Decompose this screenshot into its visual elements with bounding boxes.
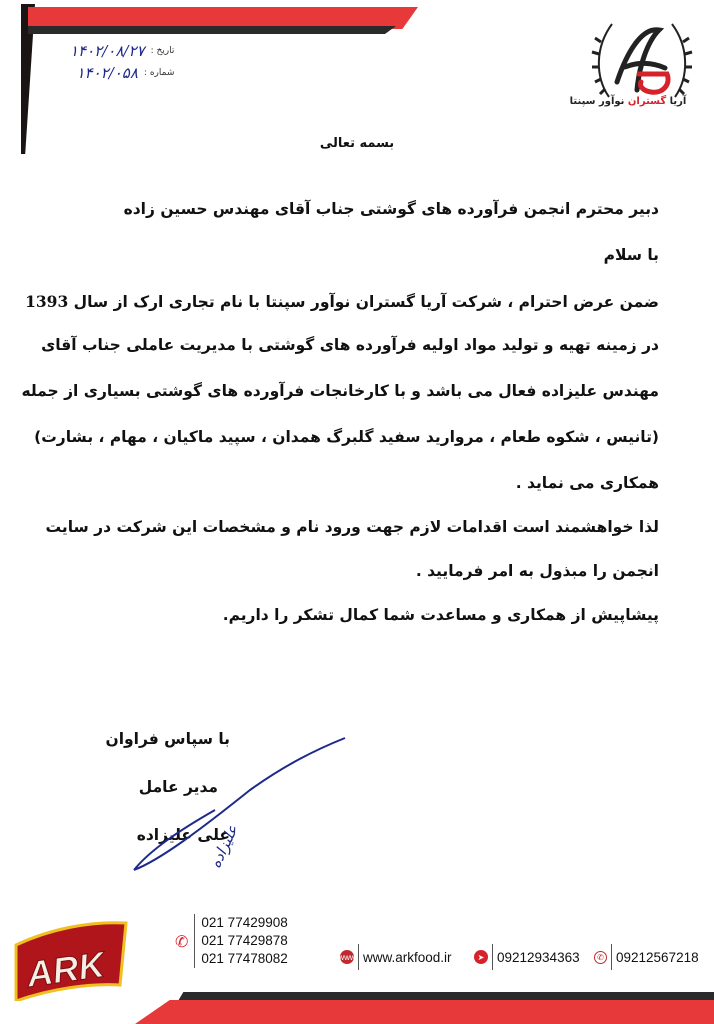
phone-icon: ✆: [175, 931, 189, 951]
whatsapp-icon: ✆: [594, 951, 607, 964]
signer-title: مدیر عامل: [138, 778, 218, 796]
divider: [194, 914, 195, 968]
paragraph-line-2: در زمینه تهیه و تولید مواد اولیه فرآورده های گوشتی با مدیریت عاملی جناب آقای: [41, 336, 659, 354]
ark-brand-logo: [10, 915, 130, 1001]
header-red-band: [28, 7, 418, 29]
telegram-number[interactable]: 09212934363: [497, 949, 580, 965]
website-contact: [340, 944, 452, 970]
closing-line: با سپاس فراوان: [105, 730, 230, 748]
paragraph-line-5: همکاری می نماید .: [515, 474, 659, 492]
paragraph-line-1: [25, 292, 659, 311]
telegram-contact: [474, 944, 580, 970]
divider: [492, 944, 493, 970]
header-dark-band: [28, 26, 396, 34]
phone-list: [201, 914, 287, 968]
company-name: [563, 96, 693, 107]
number-row: [70, 62, 174, 84]
date-label: تاریخ :: [150, 46, 175, 56]
paragraph-line-4: (تانیس ، شکوه طعام ، مروارید سفید گلبرگ همدان ، سپید ماکیان ، مهام ، بشارت): [34, 428, 659, 446]
divider: [358, 944, 359, 970]
handwritten-signature: [120, 720, 350, 880]
telegram-icon: ➤: [474, 950, 488, 964]
letter-g-icon: [639, 74, 668, 92]
whatsapp-contact: [594, 944, 699, 970]
company-name-part1: آریا: [666, 96, 687, 107]
phone-number-3[interactable]: 021 77478082: [201, 951, 288, 966]
phone-number-2[interactable]: 021 77429878: [201, 933, 288, 948]
footer-red-band: [135, 1000, 714, 1024]
footer-dark-band: [178, 992, 714, 1001]
greeting-line: با سلام: [603, 246, 659, 264]
paragraph-line-1-text: ضمن عرض احترام ، شرکت آریا گستران نوآور سپنتا با نام تجاری ارک از سال: [73, 293, 659, 311]
recipient-line: دبیر محترم انجمن فرآورده های گوشتی جناب آقای مهندس حسین زاده: [123, 200, 659, 218]
signature-stroke: [134, 738, 345, 870]
date-value: ۱۴۰۲/۰۸/۲۷: [70, 42, 145, 60]
letter-meta: [70, 40, 174, 84]
ark-brand-text: ARK: [24, 943, 108, 995]
whatsapp-number[interactable]: 09212567218: [616, 949, 699, 965]
since-year: 1393: [25, 292, 69, 311]
signer-name: علی علیزاده: [136, 826, 230, 844]
thanks-line: پیشاپیش از همکاری و مساعدت شما کمال تشکر را داریم.: [222, 606, 659, 624]
signature-text: علیزاده: [206, 822, 242, 871]
company-name-part2: نوآور سپنتا: [569, 96, 628, 107]
paragraph-line-3: مهندس علیزاده فعال می باشد و با کارخانجات فرآورده های گوشتی بسیاری از جمله: [21, 382, 659, 400]
website-link[interactable]: www.arkfood.ir: [363, 949, 452, 965]
phone-number-1[interactable]: 021 77429908: [201, 915, 288, 930]
number-value: ۱۴۰۲/۰۵۸: [76, 64, 138, 82]
www-badge: www: [338, 952, 356, 962]
request-line-2: انجمن را مبذول به امر فرمایید .: [415, 562, 659, 580]
invocation-heading: بسمه تعالی: [319, 136, 395, 151]
request-line-1: لذا خواهشمند است اقدامات لازم جهت ورود نام و مشخصات این شرکت در سایت: [45, 518, 659, 536]
phone-contacts: [175, 914, 288, 968]
number-label: شماره :: [143, 68, 175, 78]
divider: [611, 944, 612, 970]
date-row: [70, 40, 174, 62]
globe-icon: [340, 950, 354, 964]
company-name-highlight: گستران: [627, 96, 667, 107]
